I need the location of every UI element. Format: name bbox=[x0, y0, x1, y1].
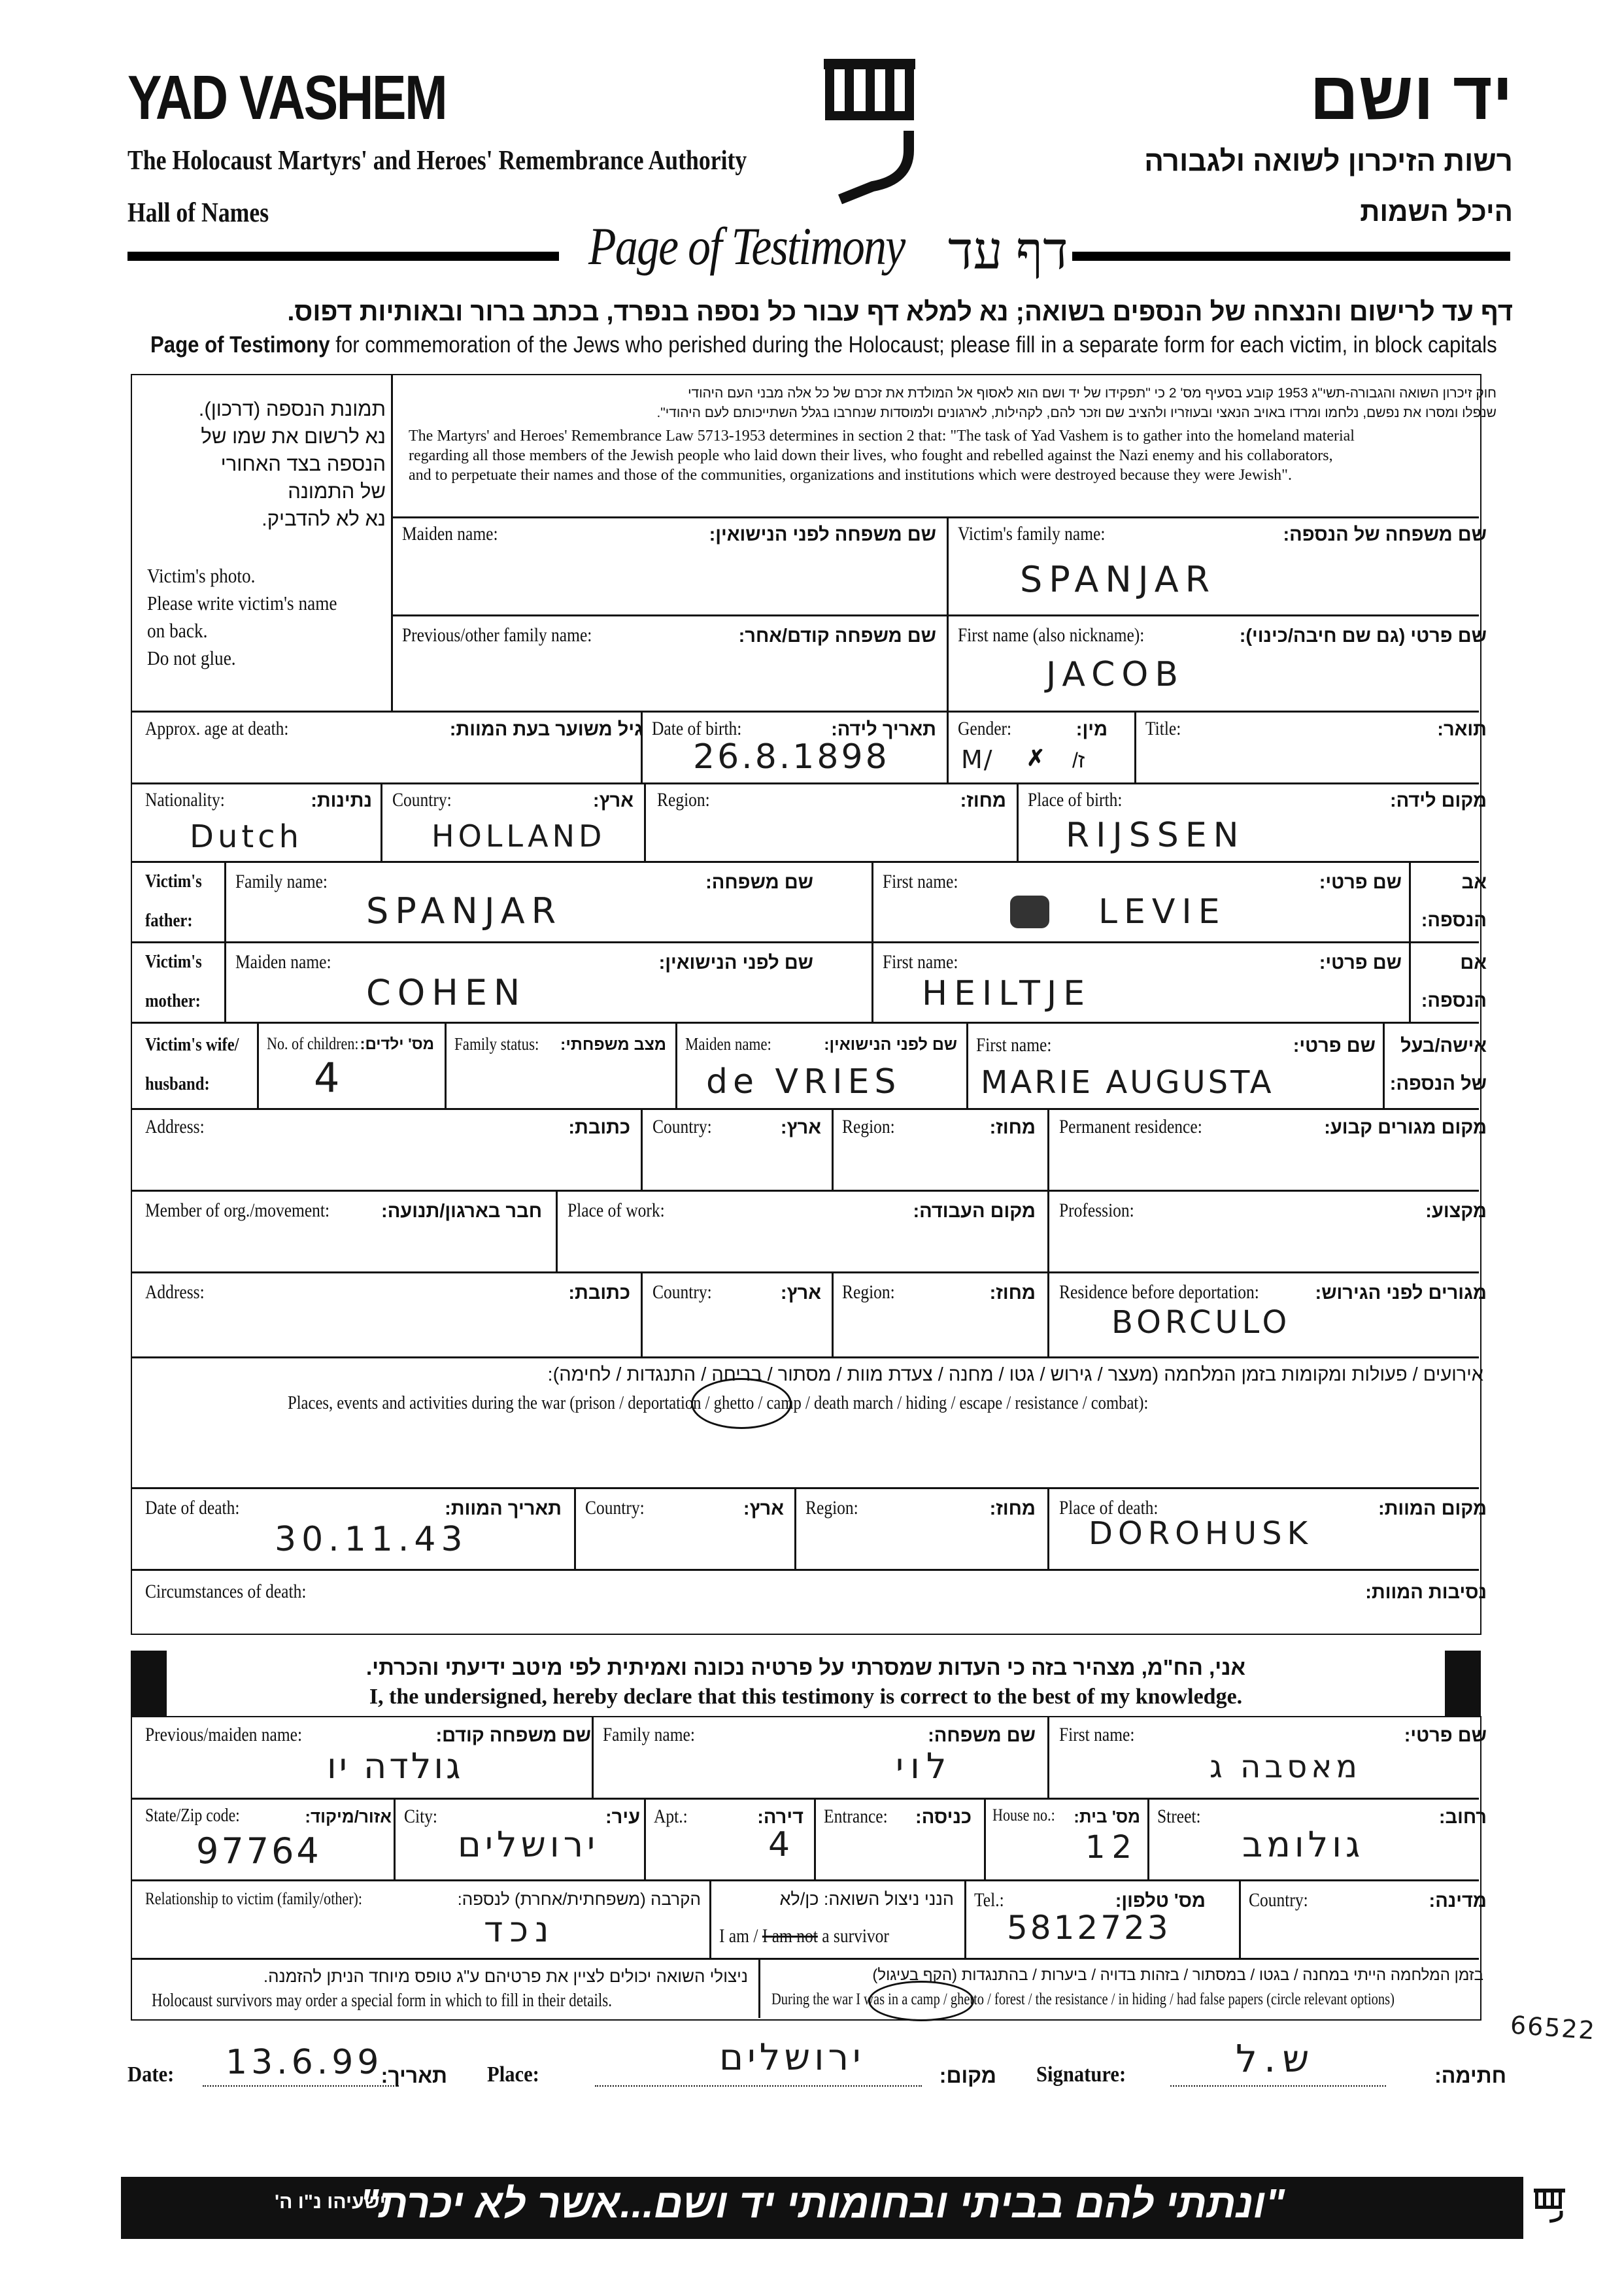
city-label: City: bbox=[404, 1806, 438, 1827]
father-label: father: bbox=[145, 910, 193, 931]
col-line bbox=[675, 1022, 677, 1108]
row-line bbox=[131, 1271, 1479, 1273]
res-before-label: Residence before deportation: bbox=[1059, 1281, 1259, 1303]
pod-label-he: מקום המוות: bbox=[1378, 1498, 1487, 1519]
victim-country: HOLLAND bbox=[431, 818, 606, 854]
signature: ש.ל bbox=[1236, 2036, 1316, 2081]
photo-instructions-he: תמונת הנספה (דרכון). נא לרשום את שמו של הנספה בצד האחורי של התמונה נא לא להדביק. bbox=[198, 397, 386, 530]
authority-en: The Holocaust Martyrs' and Heroes' Remembrance Authority bbox=[127, 146, 747, 176]
perm-res-label-he: מקום מגורים קבוע: bbox=[1324, 1117, 1487, 1138]
submitter-house-no: 12 bbox=[1085, 1829, 1139, 1866]
submitter-apt: 4 bbox=[768, 1825, 797, 1864]
prev-name-label-he: שם משפחה קודם/אחר: bbox=[738, 626, 936, 647]
col-line bbox=[1047, 1190, 1049, 1271]
col-line bbox=[1017, 782, 1019, 861]
title-rule-right bbox=[1072, 252, 1510, 261]
row-line bbox=[131, 1356, 1479, 1358]
victims-label-2: Victim's bbox=[145, 951, 202, 972]
survivor-form-en: Holocaust survivors may order a special form in which to fill in their details. bbox=[152, 1991, 612, 2011]
pob-label: Place of birth: bbox=[1028, 789, 1123, 811]
sub-prev-label-he: שם משפחה קודם: bbox=[435, 1725, 591, 1746]
spouse-first-name: MARIE AUGUSTA bbox=[981, 1064, 1274, 1101]
row-line bbox=[131, 861, 1479, 863]
father-first-name: LEVIE bbox=[1098, 892, 1226, 932]
entrance-label: Entrance: bbox=[824, 1806, 888, 1827]
col-line bbox=[758, 1958, 760, 2018]
scribble-mark bbox=[1010, 896, 1049, 928]
first-name-label: First name (also nickname): bbox=[958, 624, 1145, 646]
authority-he: רשות הזיכרון לשואה ולגבורה bbox=[1144, 145, 1513, 177]
nationality-label: Nationality: bbox=[145, 789, 225, 811]
title-label-he: תואר: bbox=[1437, 719, 1487, 740]
col-line bbox=[592, 1716, 594, 1798]
sub-country-label: Country: bbox=[1249, 1889, 1308, 1911]
org-name-en: YAD VASHEM bbox=[127, 63, 447, 133]
gender-label-he: מין: bbox=[1075, 719, 1108, 740]
age-label: Approx. age at death: bbox=[145, 718, 289, 739]
col-line bbox=[1134, 711, 1136, 782]
row-line bbox=[131, 711, 1479, 713]
row-line bbox=[131, 1022, 1479, 1024]
address-label-he: כתובת: bbox=[568, 1117, 630, 1138]
col-line bbox=[814, 1798, 816, 1879]
father-he-1: אב bbox=[1461, 872, 1487, 893]
victims-label: Victim's bbox=[145, 871, 202, 892]
submitter-street: גולומב bbox=[1242, 1824, 1364, 1865]
col-line bbox=[1239, 1879, 1241, 1958]
col-line bbox=[794, 1487, 796, 1569]
col-line bbox=[394, 1798, 396, 1879]
row-line bbox=[131, 1879, 1479, 1881]
page-title-en: Page of Testimony bbox=[588, 216, 905, 276]
street-label: Street: bbox=[1157, 1806, 1201, 1827]
father-family-name: SPANJAR bbox=[366, 890, 563, 932]
sub-prev-label: Previous/maiden name: bbox=[145, 1724, 303, 1745]
zip-label-he: אזור/מיקוד: bbox=[305, 1807, 392, 1826]
member-label-he: חבר בארגון/תנועה: bbox=[381, 1201, 542, 1222]
pod-label: Place of death: bbox=[1059, 1497, 1159, 1519]
declaration-en: I, the undersigned, hereby declare that this testimony is correct to the best of my knowledge. bbox=[369, 1685, 1243, 1709]
address2-label-he: כתובת: bbox=[568, 1283, 630, 1303]
wife-he-2: של הנספה: bbox=[1389, 1073, 1487, 1094]
col-line bbox=[832, 1271, 834, 1356]
col-line bbox=[1047, 1716, 1049, 1798]
dod-country-label-he: ארץ: bbox=[743, 1498, 784, 1519]
law-en-3: and to perpetuate their names and those of the communities, organizations and institutions which were destroyed because they were Jewish". bbox=[409, 467, 1292, 484]
col-line bbox=[984, 1798, 986, 1879]
page-title-he: דף עד bbox=[948, 223, 1068, 280]
col-line bbox=[641, 1108, 643, 1190]
col-line bbox=[709, 1879, 711, 1958]
col-line bbox=[644, 1798, 646, 1879]
submitter-relationship: נכד bbox=[484, 1909, 556, 1950]
house-label: House no.: bbox=[992, 1806, 1055, 1824]
col-line bbox=[1383, 1022, 1385, 1108]
mother-maiden-label: Maiden name: bbox=[235, 951, 331, 973]
spouse-maiden-name: de VRIES bbox=[706, 1062, 902, 1101]
spouse-first-label-he: שם פרטי: bbox=[1293, 1035, 1376, 1056]
father-family-label: Family name: bbox=[235, 871, 328, 892]
place-label: Place: bbox=[487, 2062, 539, 2087]
entrance-label-he: כניסה: bbox=[915, 1807, 972, 1828]
survivor-label-he: הנני ניצול השואה: כן/לא bbox=[779, 1889, 954, 1909]
org-name-he: יד ושם bbox=[1310, 58, 1513, 134]
intro-he: דף עד לרישום והנצחה של הנספים בשואה; נא למלא דף עבור כל נספה בנפרד, בכתב ברור ובאותיות דפוס. bbox=[287, 297, 1513, 326]
dod-label: Date of death: bbox=[145, 1497, 240, 1519]
sub-first-label-he: שם פרטי: bbox=[1404, 1725, 1487, 1746]
sub-family-label: Family name: bbox=[603, 1724, 695, 1745]
street-label-he: רחוב: bbox=[1438, 1807, 1487, 1828]
victim-nationality: Dutch bbox=[190, 818, 303, 855]
col-line bbox=[871, 861, 873, 1022]
dod-region-label: Region: bbox=[805, 1497, 858, 1519]
children-label: No. of children: bbox=[267, 1034, 359, 1053]
col-line bbox=[574, 1487, 576, 1569]
submission-date: 13.6.99 bbox=[226, 2043, 383, 2082]
spouse-maiden-label: Maiden name: bbox=[685, 1034, 771, 1054]
law-en-1: The Martyrs' and Heroes' Remembrance Law 5713-1953 determines in section 2 that: "The task of Yad Vashem is to gather into the homeland material bbox=[409, 428, 1355, 445]
survivor-label-en: I am / I am not a survivor bbox=[719, 1925, 889, 1947]
spouse-maiden-label-he: שם לפני הנישואין: bbox=[824, 1035, 957, 1054]
zip-label: State/Zip code: bbox=[145, 1806, 240, 1826]
sub-family-label-he: שם משפחה: bbox=[928, 1725, 1036, 1746]
age-label-he: גיל משוער בעת המוות: bbox=[449, 719, 643, 740]
law-he-1: חוק זיכרון השואה והגבורה-תשי"ג 1953 קובע בסעיף מס' 2 כי "תפקידו של יד ושם הוא לאסוף אל המולדת את זכרם של כל אלה מבני העם היהודי bbox=[688, 386, 1497, 401]
gender-cross-mark: ✗ bbox=[1026, 746, 1045, 771]
father-family-label-he: שם משפחה: bbox=[705, 872, 813, 893]
address2-region-label-he: מחוז: bbox=[989, 1283, 1036, 1303]
profession-label-he: מקצוע: bbox=[1425, 1201, 1487, 1222]
father-he-2: הנספה: bbox=[1421, 910, 1487, 931]
mother-first-label-he: שם פרטי: bbox=[1319, 952, 1402, 973]
dod-region-label-he: מחוז: bbox=[989, 1498, 1036, 1519]
victim-dob: 26.8.1898 bbox=[693, 737, 890, 777]
mother-first-name: HEILTJE bbox=[922, 974, 1092, 1013]
small-logo-icon bbox=[1530, 2185, 1569, 2224]
submitter-prev-name: גולדה יו bbox=[327, 1745, 464, 1787]
row-line bbox=[131, 941, 1479, 943]
dod-label-he: תאריך המוות: bbox=[445, 1498, 562, 1519]
declaration-he: אני, הח"מ, מצהיר בזה כי העדות שמסרתי על פרטיה נכונה ואמיתית לפי מיטב ידיעתי והכרתי. bbox=[366, 1655, 1245, 1679]
submitter-first-name: מאסבה ג bbox=[1210, 1749, 1361, 1785]
events-label-he: אירועים / פעולות ומקומות בזמן המלחמה (מעצר / גירוש / גטו / מחנה / צעדת מוות / מסתור / בריחה / התנגדות / לחימה): bbox=[547, 1364, 1483, 1385]
address-country-label: Country: bbox=[652, 1116, 712, 1137]
region-label-he: מחוז: bbox=[960, 790, 1006, 811]
mother-he-1: אם bbox=[1460, 952, 1487, 973]
date-label-he: תאריך: bbox=[381, 2064, 447, 2087]
row-line bbox=[131, 1798, 1479, 1800]
submitter-zip: 97764 bbox=[196, 1830, 322, 1872]
date-of-death: 30.11.43 bbox=[275, 1520, 468, 1559]
prev-name-label: Previous/other family name: bbox=[402, 624, 592, 646]
intro-en: Page of Testimony for commemoration of the Jews who perished during the Holocaust; please fill in a separate form for each victim, in block capitals bbox=[150, 332, 1497, 358]
col-line bbox=[1147, 1798, 1149, 1879]
father-first-label-he: שם פרטי: bbox=[1319, 872, 1402, 893]
dob-label-he: תאריך לידה: bbox=[831, 719, 936, 740]
row-line bbox=[391, 516, 1479, 518]
address2-region-label: Region: bbox=[842, 1281, 895, 1303]
gender-label: Gender: bbox=[958, 718, 1012, 739]
mother-first-label: First name: bbox=[883, 951, 958, 973]
tel-label: Tel.: bbox=[974, 1889, 1004, 1911]
date-label: Date: bbox=[127, 2062, 175, 2087]
col-line bbox=[381, 782, 382, 861]
sub-country-label-he: מדינה: bbox=[1429, 1891, 1487, 1911]
dod-country-label: Country: bbox=[585, 1497, 645, 1519]
deportation-circle-mark bbox=[691, 1378, 792, 1429]
res-before-label-he: מגורים לפני הגירוש: bbox=[1315, 1283, 1487, 1303]
mother-maiden-label-he: שם לפני הנישואין: bbox=[658, 952, 813, 973]
photo-divider bbox=[391, 374, 393, 711]
address-label: Address: bbox=[145, 1116, 205, 1137]
col-line bbox=[1409, 861, 1411, 1022]
address2-country-label-he: ארץ: bbox=[780, 1283, 821, 1303]
col-line bbox=[556, 1190, 558, 1271]
residence-before-deportation: BORCULO bbox=[1111, 1304, 1291, 1341]
address-region-label-he: מחוז: bbox=[989, 1117, 1036, 1138]
member-label: Member of org./movement: bbox=[145, 1200, 330, 1221]
row-line bbox=[131, 1569, 1479, 1571]
row-line bbox=[131, 1958, 1479, 1960]
gender-mark-he: ז/ bbox=[1072, 748, 1085, 772]
row-line bbox=[131, 782, 1479, 784]
hall-en: Hall of Names bbox=[127, 198, 269, 228]
place-label-he: מקום: bbox=[939, 2064, 996, 2087]
signature-label-he: חתימה: bbox=[1434, 2064, 1506, 2087]
col-line bbox=[947, 516, 949, 711]
perm-res-label: Permanent residence: bbox=[1059, 1116, 1202, 1137]
region-label: Region: bbox=[657, 789, 710, 811]
title-label: Title: bbox=[1145, 718, 1181, 739]
row-line bbox=[131, 1487, 1479, 1489]
wife-he-1: אישה/בעל bbox=[1400, 1035, 1487, 1056]
row-line bbox=[131, 1190, 1479, 1192]
sub-first-label: First name: bbox=[1059, 1724, 1135, 1745]
mother-he-2: הנספה: bbox=[1421, 990, 1487, 1011]
col-line bbox=[641, 1271, 643, 1356]
place-of-death: DOROHUSK bbox=[1089, 1515, 1313, 1552]
submitter-tel: 5812723 bbox=[1007, 1909, 1171, 1947]
hall-he: היכל השמות bbox=[1360, 196, 1513, 227]
family-name-label-he: שם משפחה של הנספה: bbox=[1283, 524, 1487, 545]
relationship-label-he: הקרבה (משפחתית/אחרת) לנספה: bbox=[457, 1889, 701, 1909]
victim-first-name: JACOB bbox=[1046, 655, 1185, 694]
work-label: Place of work: bbox=[567, 1200, 665, 1221]
family-status-label-he: מצב משפחתי: bbox=[560, 1035, 666, 1054]
yad-vashem-logo bbox=[811, 52, 928, 216]
law-en-2: regarding all those members of the Jewish people who laid down their lives, who fought and rebelled against the Nazi enemy and his collaborators, bbox=[409, 447, 1333, 464]
submitter-family-name: לוי bbox=[896, 1745, 953, 1787]
col-line bbox=[832, 1108, 834, 1190]
photo-instructions-en: Victim's photo. Please write victim's name on back. Do not glue. bbox=[147, 564, 337, 669]
submitter-city: ירושלים bbox=[458, 1824, 600, 1865]
victim-gender: M/ bbox=[961, 745, 994, 774]
maiden-name-label-he: שם משפחה לפני הנישואין: bbox=[709, 524, 936, 545]
house-label-he: מס' בית: bbox=[1074, 1807, 1140, 1826]
mother-label: mother: bbox=[145, 990, 201, 1011]
quote-source: ישעיהו נ"ו ה' bbox=[275, 2191, 386, 2213]
address2-label: Address: bbox=[145, 1281, 205, 1303]
children-label-he: מס' ילדים: bbox=[360, 1035, 434, 1053]
mother-maiden-name: COHEN bbox=[366, 972, 527, 1013]
col-line bbox=[644, 782, 646, 861]
maiden-name-label: Maiden name: bbox=[402, 523, 498, 545]
spouse-first-label: First name: bbox=[976, 1034, 1052, 1056]
father-first-label: First name: bbox=[883, 871, 958, 892]
col-line bbox=[966, 1022, 968, 1108]
circumstances-label: Circumstances of death: bbox=[145, 1581, 307, 1602]
events-label-en: Places, events and activities during the war (prison / deportation / ghetto / camp / death march / hiding / escape / resistance / combat): bbox=[288, 1392, 1149, 1413]
address-region-label: Region: bbox=[842, 1116, 895, 1137]
wife-label: Victim's wife/ bbox=[145, 1034, 239, 1055]
profession-label: Profession: bbox=[1059, 1200, 1134, 1221]
col-line bbox=[1047, 1108, 1049, 1190]
isaiah-quote: "ונתתי להם בביתי ובחומותי יד ושם...אשר לא יכרת" bbox=[359, 2181, 1285, 2227]
circumstances-label-he: נסיבות המוות: bbox=[1365, 1582, 1487, 1603]
col-line bbox=[1047, 1271, 1049, 1356]
tel-label-he: מס' טלפון: bbox=[1115, 1891, 1206, 1911]
signature-label: Signature: bbox=[1036, 2062, 1126, 2087]
husband-label: husband: bbox=[145, 1073, 210, 1094]
family-name-label: Victim's family name: bbox=[958, 523, 1106, 545]
col-line bbox=[224, 861, 226, 1022]
address2-country-label: Country: bbox=[652, 1281, 712, 1303]
war-options-he: בזמן המלחמה הייתי במחנה / בגטו / במסתור / בזהות בדויה / ביערות / בהתנגדות (הקף בעיגול) bbox=[872, 1966, 1483, 1984]
col-line bbox=[947, 711, 949, 782]
row-line bbox=[131, 1108, 1479, 1110]
children-count: 4 bbox=[314, 1054, 347, 1101]
country-label: Country: bbox=[392, 789, 452, 811]
dob-label: Date of birth: bbox=[652, 718, 742, 739]
apt-label: Apt.: bbox=[654, 1806, 688, 1827]
nationality-label-he: נתינות: bbox=[311, 790, 372, 811]
victim-family-name: SPANJAR bbox=[1020, 559, 1217, 600]
city-label-he: עיר: bbox=[605, 1807, 640, 1828]
victim-place-of-birth: RIJSSEN bbox=[1066, 816, 1245, 855]
row-line bbox=[391, 614, 1479, 616]
col-line bbox=[964, 1879, 966, 1958]
survivor-form-he: ניצולי השואה יכולים לציין את פרטיהם ע"ג טופס מיוחד הניתן להזמנה. bbox=[263, 1966, 748, 1986]
submission-place: ירושלים bbox=[719, 2036, 865, 2079]
relationship-label: Relationship to victim (family/other): bbox=[145, 1889, 363, 1908]
camp-circle-mark bbox=[868, 1981, 974, 2021]
address-country-label-he: ארץ: bbox=[780, 1117, 821, 1138]
col-line bbox=[445, 1022, 447, 1108]
work-label-he: מקום העבודה: bbox=[913, 1201, 1036, 1222]
first-name-label-he: שם פרטי (גם שם חיבה/כינוי): bbox=[1239, 626, 1487, 647]
col-line bbox=[1047, 1487, 1049, 1569]
title-rule-left bbox=[127, 252, 559, 261]
col-line bbox=[257, 1022, 259, 1108]
apt-label-he: דירה: bbox=[757, 1807, 804, 1828]
archive-stamp-number: 66522 bbox=[1509, 2010, 1597, 2045]
war-options-en: During the war I was in a camp / ghetto / forest / the resistance / in hiding / had false papers (circle relevant options) bbox=[771, 1991, 1395, 2008]
pob-label-he: מקום לידה: bbox=[1389, 790, 1487, 811]
family-status-label: Family status: bbox=[454, 1034, 539, 1054]
country-label-he: ארץ: bbox=[592, 790, 634, 811]
law-he-2: שנפלו ומסרו את נפשם, נלחמו ומרדו באויב הנאצי ובעוזריו ולהציב שם וזכר להם, לקהילות, לארגונים ולמוסדות שנחרבו בגלל השתייכותם לעם היהודי". bbox=[656, 405, 1497, 420]
